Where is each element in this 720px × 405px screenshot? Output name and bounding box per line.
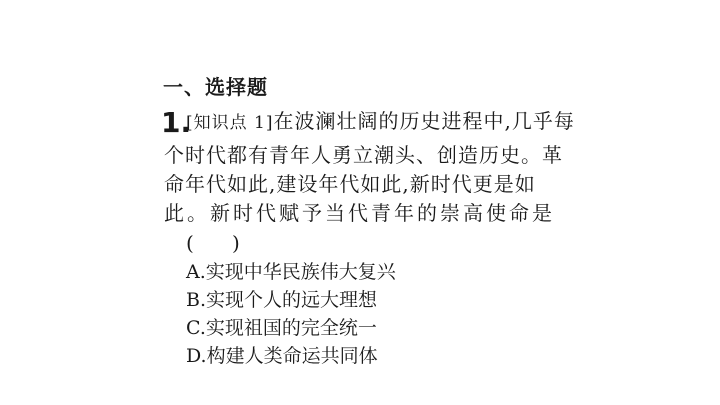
- question-stem-line-4: 此。新时代赋予当代青年的崇高使命是: [164, 201, 555, 225]
- answer-blank: ( ): [186, 231, 240, 255]
- section-heading: 一、选择题: [163, 75, 268, 99]
- option-d: D.构建人类命运共同体: [186, 345, 378, 367]
- question-stem-text-1: 在波澜壮阔的历史进程中,几乎每: [273, 109, 575, 133]
- option-c: C.实现祖国的完全统一: [186, 317, 377, 339]
- option-a: A.实现中华民族伟大复兴: [186, 261, 396, 283]
- question-stem-line-3: 命年代如此,建设年代如此,新时代更是如: [164, 172, 536, 196]
- question-number: 1.: [161, 106, 192, 139]
- question-stem-line-1: [186, 107, 575, 137]
- question-stem-line-2: 个时代都有青年人勇立潮头、创造历史。革: [164, 143, 563, 167]
- knowledge-point-tag: [知识点 1]: [186, 113, 274, 133]
- option-b: B.实现个人的远大理想: [186, 289, 378, 311]
